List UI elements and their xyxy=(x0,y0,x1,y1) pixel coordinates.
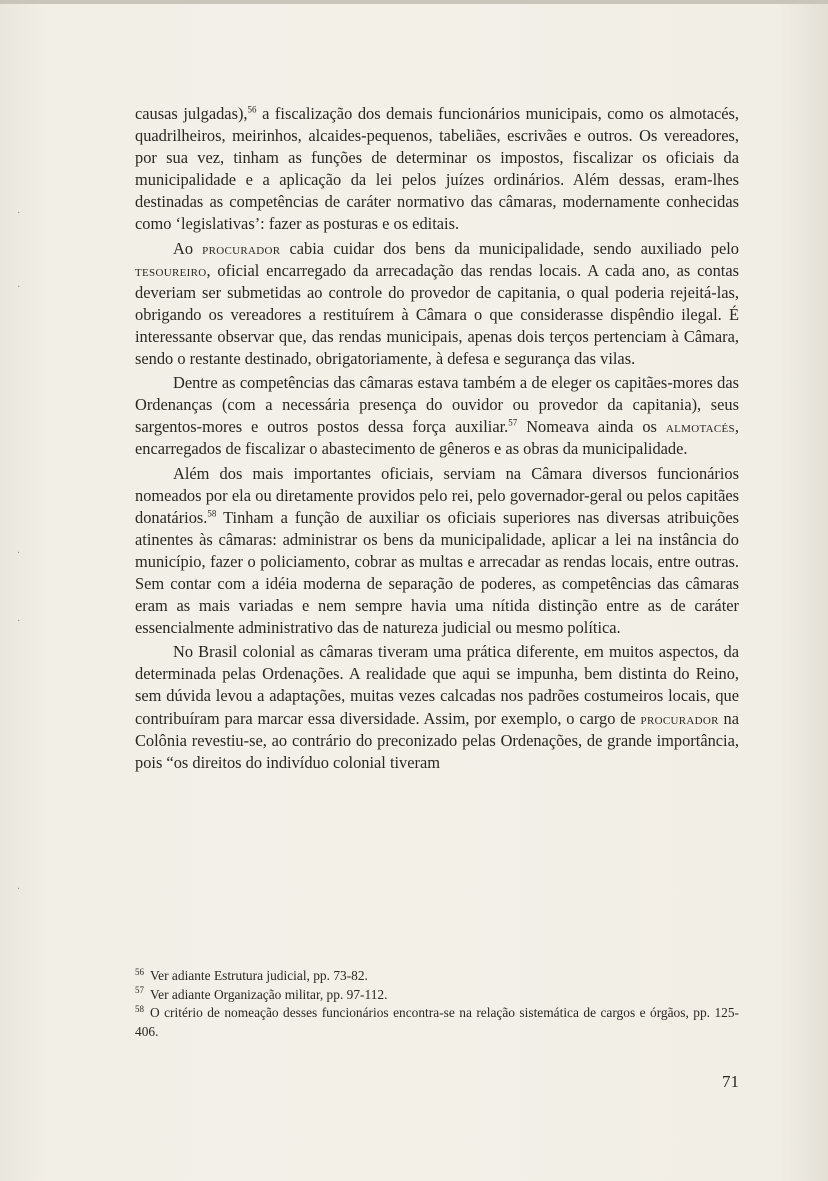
footnote-number: 56 xyxy=(135,966,144,977)
text-run: causas julgadas), xyxy=(135,104,248,123)
paragraph-3 xyxy=(135,372,739,460)
margin-mark: · xyxy=(17,208,21,219)
footnote-ref-58[interactable]: 58 xyxy=(207,508,217,519)
margin-mark: · xyxy=(17,884,21,895)
text-run: Além dos mais importantes oficiais, serviam na Câmara diversos funcionários nomeados por ela ou diretamente providos pelo rei, pelo governador-geral ou pelos capitães donatários. xyxy=(135,463,739,527)
text-run: Dentre as competências das câmaras estava também a de eleger os capitães-mores das Ordenanças (com a necessária presença do ouvidor ou provedor da capitania), seus sargentos-mores e outros postos dessa força auxiliar. xyxy=(135,373,739,437)
term-procurador: procurador xyxy=(640,708,719,728)
footnotes xyxy=(135,967,739,1041)
margin-mark: · xyxy=(17,282,21,293)
page-number: 71 xyxy=(722,1072,739,1091)
text-run: No Brasil colonial as câmaras tiveram uma prática diferente, em muitos aspectos, da determinada pelas Ordenações. A realidade que aqui se impunha, bem distinta do Reino, sem dúvida levou a adaptações, muitas vezes calcadas nos padrões costumeiros locais, que contribuíram para marcar essa diversidade. Assim, por exemplo, o cargo de xyxy=(135,642,739,728)
text-run: , oficial encarregado da arrecadação das rendas locais. A cada ano, as contas deveriam ser submetidas ao controle do provedor de capitania, o qual poderia rejeitá-las, obrigando os vereadores a restituírem à Câmara o que considerasse dispêndio ilegal. É interessante observar que, das rendas municipais, apenas dois terços pertenciam à Câmara, sendo o restante destinado, obrigatoriamente, à defesa e segurança das vilas. xyxy=(135,260,739,369)
term-tesoureiro: tesoureiro xyxy=(135,260,207,280)
footnote-56 xyxy=(135,967,739,986)
text-run: Ao xyxy=(173,238,203,258)
footnote-number: 58 xyxy=(135,1003,144,1014)
text-run: , encarregados de fiscalizar o abastecimento de gêneros e as obras da municipalidade. xyxy=(135,417,740,459)
text-run: na Colônia revestiu-se, ao contrário do preconizado pelas Ordenações, de grande importância, pois “os direitos do indivíduo colonial tiveram xyxy=(135,708,740,772)
margin-mark: · xyxy=(17,548,21,559)
paragraph-2 xyxy=(135,238,739,371)
footnote-text: Ver adiante Estrutura judicial, pp. 73-82. xyxy=(150,968,368,983)
term-almotaces: almotacés xyxy=(665,417,735,437)
footnote-ref-56[interactable]: 56 xyxy=(247,104,257,115)
footnote-number: 57 xyxy=(135,985,144,996)
text-run: cabia cuidar dos bens da municipalidade, sendo auxiliado pelo xyxy=(280,238,739,258)
footnote-ref-57[interactable]: 57 xyxy=(508,417,518,428)
text-run: a fiscalização dos demais funcionários municipais, como os almotacés, quadrilheiros, meirinhos, alcaides-pequenos, tabeliães, escrivães e outros. Os vereadores, por sua vez, tinham as funções de determinar os impostos, fiscalizar os oficiais da municipalidade e a aplicação da lei pelos juízes ordinários. Além dessas, eram-lhes destinadas as competências de caráter normativo das câmaras, modernamente conhecidas como ‘legislativas’: fazer as posturas e os editais. xyxy=(135,104,739,234)
paragraph-5 xyxy=(135,641,739,774)
paragraph-1 xyxy=(135,103,739,236)
margin-mark: · xyxy=(17,616,21,627)
footnote-58 xyxy=(135,1004,739,1041)
footnote-text: Ver adiante Organização militar, pp. 97-112. xyxy=(150,986,388,1002)
text-run: Nomeava ainda os xyxy=(517,417,666,437)
footnote-text: O critério de nomeação desses funcionários encontra-se na relação sistemática de cargos e órgãos, pp. 125-406. xyxy=(135,1005,739,1039)
footnote-57 xyxy=(135,986,739,1005)
text-run: Tinham a função de auxiliar os oficiais superiores nas diversas atribuições atinentes às câmaras: administrar os bens da municipalidade, aplicar a lei na instância do município, fazer o policiamento, cobrar as multas e arrecadar as rendas locais, entre outras. Sem contar com a idéia moderna de separação de poderes, as competências das câmaras eram as mais variadas e nem sempre havia uma nítida distinção entre as de caráter essencialmente administrativo das de natureza judicial ou mesmo política. xyxy=(135,507,739,638)
term-procurador: procurador xyxy=(202,238,281,258)
page-top-edge xyxy=(0,0,828,4)
body-text xyxy=(135,103,739,776)
paragraph-4 xyxy=(135,463,739,640)
